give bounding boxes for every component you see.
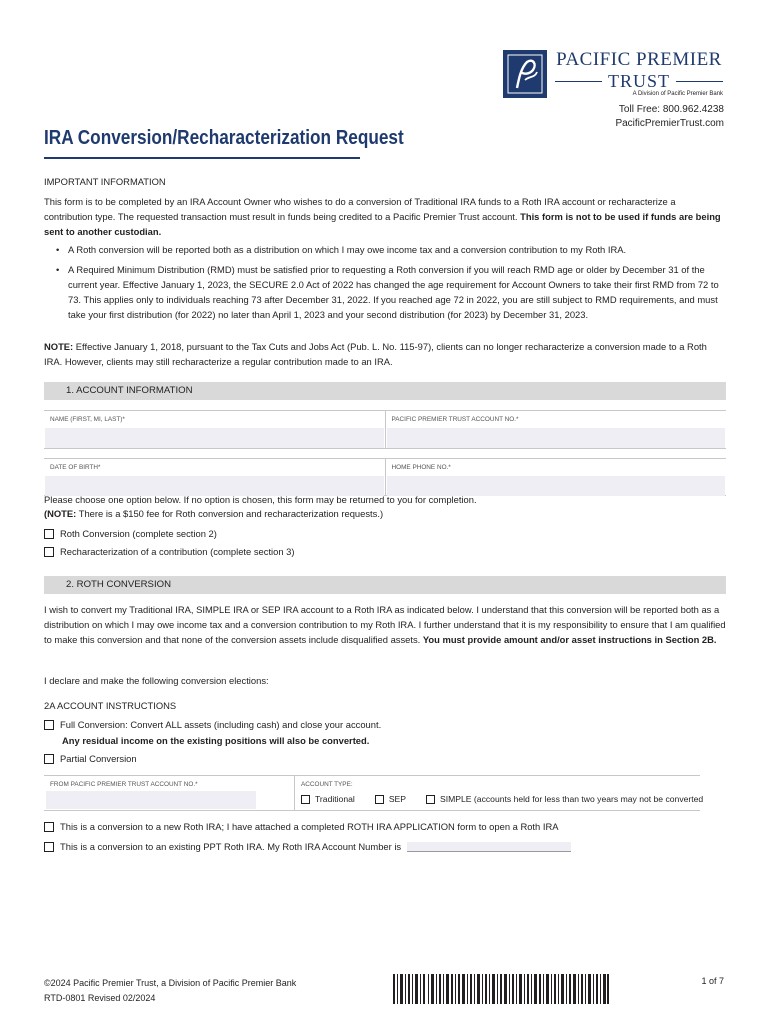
brand-division: A Division of Pacific Premier Bank (632, 91, 723, 97)
account-type-cell (294, 776, 704, 810)
account-type-options (301, 794, 703, 804)
traditional-label: Traditional (315, 794, 355, 804)
conversion-text: I wish to convert my Traditional IRA, SIMPLE IRA or SEP IRA account to a Roth IRA as indicated below. I understand that this conversion will be reported both as a distribution on which I may owe income tax and a conversion contribution to my Roth IRA. I further understand that it is my responsibility to ensure that I am qualified to make this conversion and that none of the conversion assets include disqualified assets. (44, 604, 726, 645)
table-row (44, 458, 726, 496)
bullet-icon: • (56, 244, 60, 255)
roth-conversion-option[interactable] (44, 527, 217, 540)
fee-label: (NOTE: (44, 508, 77, 519)
divider (555, 81, 602, 82)
conversion-paragraph (44, 602, 726, 647)
new-roth-checkbox[interactable] (44, 822, 54, 832)
table-row (44, 411, 726, 449)
name-label: NAME (FIRST, MI, LAST)* (50, 416, 125, 423)
choose-option-text: Please choose one option below. If no option is chosen, this form may be returned to you for completion. (44, 494, 477, 505)
page-number: 1 of 7 (701, 976, 724, 986)
toll-free-number: Toll Free: 800.962.4238 (618, 104, 724, 115)
conversion-bold-text: You must provide amount and/or asset instructions in Section 2B. (422, 634, 717, 645)
existing-roth-option[interactable] (44, 840, 571, 853)
account-cell (385, 411, 727, 448)
full-conversion-note: Any residual income on the existing positions will also be converted. (62, 735, 370, 746)
barcode-icon (393, 974, 609, 1004)
copyright: ©2024 Pacific Premier Trust, a Division of Pacific Premier Bank (44, 978, 297, 988)
website-link[interactable]: PacificPremierTrust.com (615, 118, 724, 129)
name-input[interactable] (45, 428, 384, 448)
existing-roth-label: This is a conversion to an existing PPT Roth IRA. My Roth IRA Account Number is (60, 841, 402, 852)
note-text: Effective January 1, 2018, pursuant to the Tax Cuts and Jobs Act (Pub. L. No. 115-97), clients can no longer recharacterize a conversion made to a Roth IRA. However, clients may still recharacterize a regular contribution made to an IRA. (44, 341, 707, 367)
simple-checkbox[interactable] (426, 795, 435, 804)
brand-trust: TRUST (608, 71, 671, 91)
intro-bold-text: This form is not to be used if funds are being sent to another custodian. (44, 211, 721, 237)
intro-text: This form is to be completed by an IRA Account Owner who wishes to do a conversion of Traditional IRA funds to a Roth IRA account or recharacterize a contribution type. The requested transaction must result in funds being credited to a Pacific Premier Trust account. (44, 196, 676, 222)
account-info-table (44, 410, 726, 496)
partial-conversion-label: Partial Conversion (60, 753, 137, 764)
partial-conversion-checkbox[interactable] (44, 754, 54, 764)
tax-note (44, 339, 726, 369)
roth-conversion-label: Roth Conversion (complete section 2) (60, 528, 217, 539)
footer (44, 976, 296, 1006)
list-item (56, 262, 728, 322)
account-type-label: ACCOUNT TYPE: (301, 781, 353, 788)
contact-info (615, 103, 724, 131)
full-conversion-option[interactable] (44, 718, 381, 731)
new-roth-label: This is a conversion to a new Roth IRA; I have attached a completed ROTH IRA APPLICATION form to open a Roth IRA (60, 821, 559, 832)
brand-trust-row (555, 71, 723, 92)
simple-label: SIMPLE (accounts held for less than two years may not be converted (440, 794, 704, 804)
new-roth-option[interactable] (44, 820, 559, 833)
account-instructions-heading: 2A ACCOUNT INSTRUCTIONS (44, 700, 177, 711)
important-intro (44, 194, 726, 239)
existing-roth-checkbox[interactable] (44, 842, 54, 852)
name-cell (44, 411, 385, 448)
declare-text: I declare and make the following conversion elections: (44, 675, 269, 686)
bullet-text: A Roth conversion will be reported both as a distribution on which I may owe income tax and a conversion contribution to my Roth IRA. (68, 244, 627, 255)
title-underline (44, 157, 360, 159)
traditional-checkbox[interactable] (301, 795, 310, 804)
partial-conversion-option[interactable] (44, 752, 137, 765)
from-account-label: FROM PACIFIC PREMIER TRUST ACCOUNT NO.* (50, 781, 198, 788)
note-label: NOTE: (44, 341, 74, 352)
bullet-icon: • (56, 264, 60, 275)
from-account-cell (44, 776, 294, 810)
bullet-text: A Required Minimum Distribution (RMD) must be satisfied prior to requesting a Roth conversion if you will reach RMD age or older by December 31 of the current year. Effective January 1, 2023, the SECURE 2.0 Act of 2022 has changed the age requirement for Account Owners to take their first RMD from 72 to 73. This applies only to individuals reaching 73 after December 31, 2022. If you reached age 72 in 2022, you are still subject to RMD requirements, and must take your first distribution (for 2022) no later than April 1, 2023 and your second distribution (for 2023) by December 31, 2023. (68, 264, 719, 320)
pp-monogram-icon (503, 50, 547, 98)
roth-account-number-input[interactable] (407, 842, 571, 852)
company-logo (503, 50, 723, 102)
recharacterization-checkbox[interactable] (44, 547, 54, 557)
recharacterization-option[interactable] (44, 545, 295, 558)
list-item (56, 242, 728, 257)
from-account-input[interactable] (46, 791, 256, 809)
phone-label: HOME PHONE NO.* (391, 464, 451, 471)
recharacterization-label: Recharacterization of a contribution (complete section 3) (60, 546, 295, 557)
phone-cell (385, 459, 727, 495)
roth-conversion-checkbox[interactable] (44, 529, 54, 539)
sep-checkbox[interactable] (375, 795, 384, 804)
section-2-header: 2. ROTH CONVERSION (44, 576, 726, 594)
fee-note (44, 506, 726, 521)
divider (676, 81, 723, 82)
important-heading: IMPORTANT INFORMATION (44, 176, 166, 187)
brand-name: PACIFIC PREMIER (556, 49, 722, 70)
section-1-header: 1. ACCOUNT INFORMATION (44, 382, 726, 400)
account-number-input[interactable] (387, 428, 726, 448)
form-id: RTD-0801 Revised 02/2024 (44, 993, 156, 1003)
partial-conversion-fields (44, 775, 704, 811)
full-conversion-checkbox[interactable] (44, 720, 54, 730)
full-conversion-label: Full Conversion: Convert ALL assets (including cash) and close your account. (60, 719, 382, 730)
fee-text: There is a $150 fee for Roth conversion and recharacterization requests.) (76, 508, 384, 519)
dob-label: DATE OF BIRTH* (50, 464, 101, 471)
page-title: IRA Conversion/Recharacterization Request (44, 127, 404, 149)
dob-cell (44, 459, 385, 495)
sep-label: SEP (388, 794, 407, 804)
account-label: PACIFIC PREMIER TRUST ACCOUNT NO.* (391, 416, 519, 423)
